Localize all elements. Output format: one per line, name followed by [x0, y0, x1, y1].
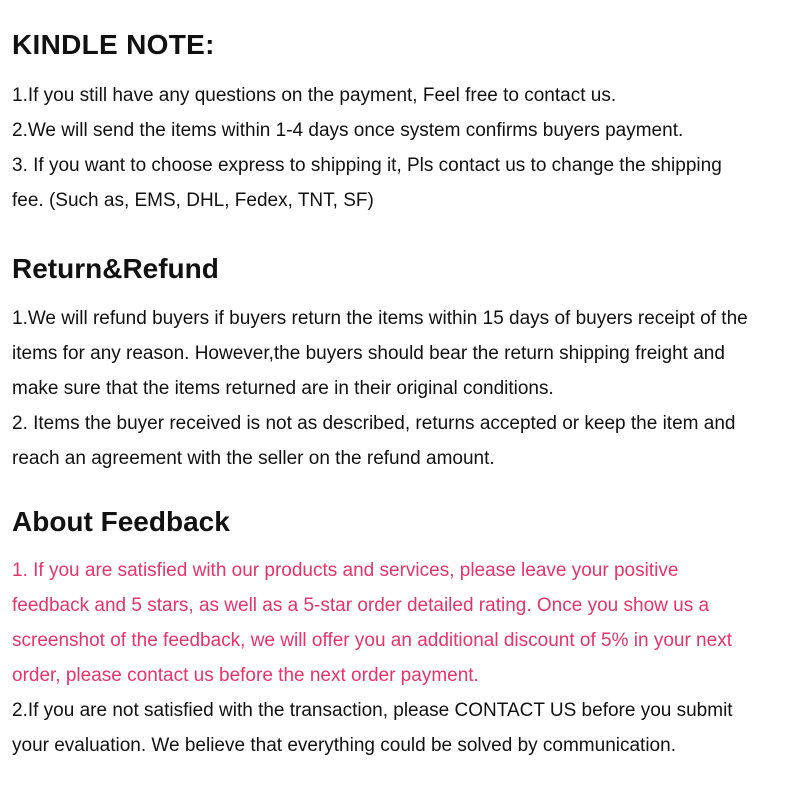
return-refund-line: reach an agreement with the seller on the refund amount.	[12, 448, 495, 469]
feedback-highlight-line: 1. If you are satisfied with our products and services, please leave your positive	[12, 560, 679, 581]
return-refund-line: 2. Items the buyer received is not as described, returns accepted or keep the item and	[12, 413, 736, 434]
kindle-note-section	[12, 28, 792, 218]
kindle-note-line: 2.We will send the items within 1-4 days once system confirms buyers payment.	[12, 120, 684, 141]
feedback-highlight-line: feedback and 5 stars, as well as a 5-star order detailed rating. Once you show us a	[12, 595, 710, 616]
about-feedback-section	[12, 505, 792, 763]
kindle-note-line: 1.If you still have any questions on the payment, Feel free to contact us.	[12, 85, 617, 106]
about-feedback-heading: About Feedback	[12, 506, 230, 537]
feedback-highlight-line: order, please contact us before the next order payment.	[12, 665, 479, 686]
about-feedback-body	[12, 553, 792, 763]
feedback-line: your evaluation. We believe that everything could be solved by communication.	[12, 735, 676, 756]
kindle-note-line: 3. If you want to choose express to shipping it, Pls contact us to change the shipping	[12, 155, 722, 176]
return-refund-line: items for any reason. However,the buyers should bear the return shipping freight and	[12, 343, 725, 364]
kindle-note-body	[12, 78, 792, 218]
kindle-note-heading: KINDLE NOTE:	[12, 29, 215, 60]
feedback-highlight-line: screenshot of the feedback, we will offer you an additional discount of 5% in your next	[12, 630, 732, 651]
return-refund-line: make sure that the items returned are in their original conditions.	[12, 378, 554, 399]
return-refund-line: 1.We will refund buyers if buyers return the items within 15 days of buyers receipt of the	[12, 308, 748, 329]
kindle-note-line: fee. (Such as, EMS, DHL, Fedex, TNT, SF)	[12, 190, 374, 211]
return-refund-section	[12, 252, 792, 476]
return-refund-body	[12, 301, 792, 476]
feedback-line: 2.If you are not satisfied with the transaction, please CONTACT US before you submit	[12, 700, 733, 721]
return-refund-heading: Return&Refund	[12, 253, 219, 284]
